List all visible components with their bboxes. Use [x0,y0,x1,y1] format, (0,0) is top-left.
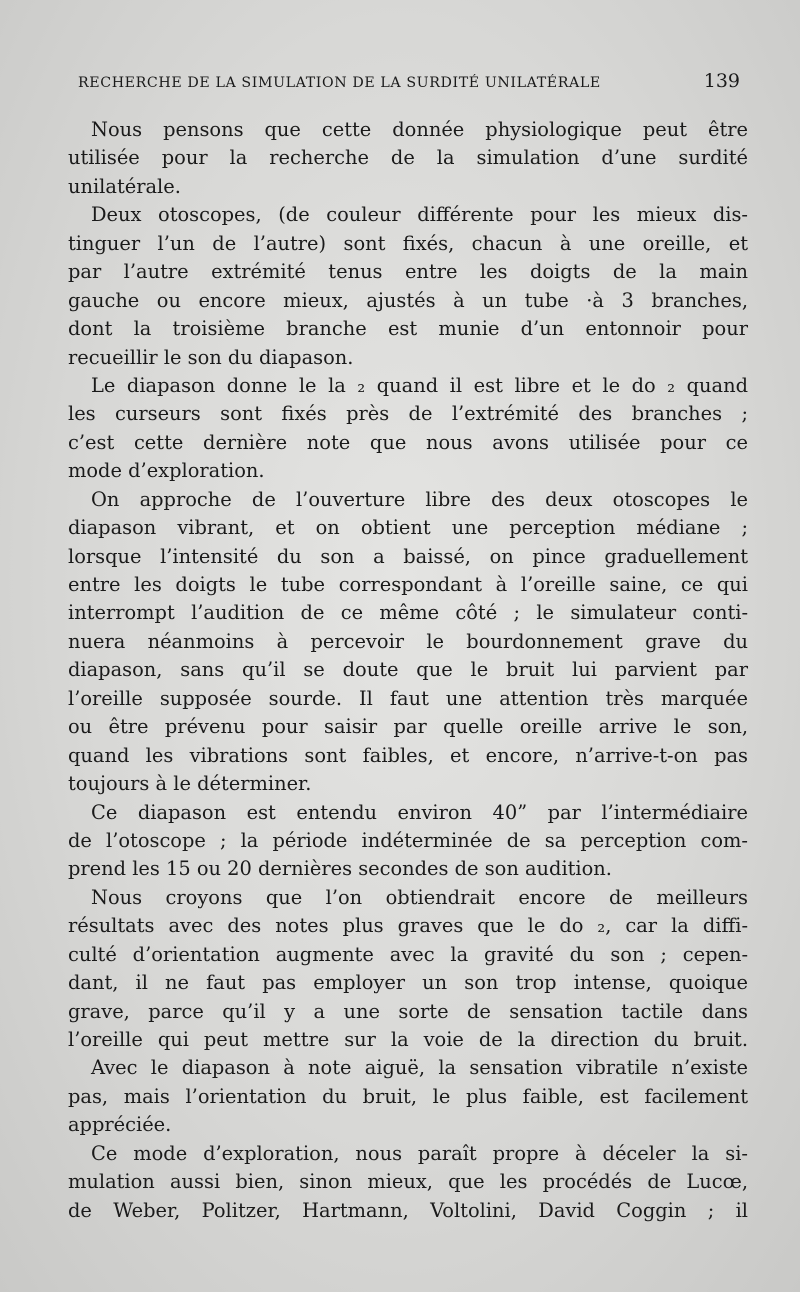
text-line: l’oreille qui peut mettre sur la voie de la direction du bruit. [68,1028,748,1051]
text-line: Nous croyons que l’on obtiendrait encore de meilleurs [91,885,748,909]
text-line: gauche ou encore mieux, ajustés à un tube ·à 3 branches, [68,288,748,312]
text-line: quand les vibrations sont faibles, et encore, n’arrive-t-on pas [68,743,748,767]
text-line: Nous pensons que cette donnée physiologique peut être [91,118,748,141]
text-line: toujours à le déterminer. [68,772,312,796]
text-line: Le diapason donne le la ₂ quand il est libre et le do ₂ quand [91,373,748,397]
text-line: unilatérale. [68,174,181,198]
text-line: utilisée pour la recherche de la simulation d’une surdité [68,146,748,170]
text-line: tinguer l’un de l’autre) sont fixés, chacun à une oreille, et [68,231,748,255]
text-line: les curseurs sont fixés près de l’extrémité des branches ; [68,402,748,426]
text-line: lorsque l’intensité du son a baissé, on pince graduellement [68,544,748,568]
text-line: interrompt l’audition de ce même côté ; le simulateur conti- [68,601,748,625]
text-line: Ce mode d’exploration, nous paraît propre à déceler la si- [91,1141,748,1165]
text-line: diapason vibrant, et on obtient une perception médiane ; [68,516,748,540]
text-line: grave, parce qu’il y a une sorte de sensation tactile dans [68,999,748,1023]
text-line: de Weber, Politzer, Hartmann, Voltolini, David Coggin ; il [68,1198,748,1222]
text-line: résultats avec des notes plus graves que le do ₂, car la diffi- [68,914,748,938]
text-line: nuera néanmoins à percevoir le bourdonnement grave du [68,629,748,653]
text-line: mode d’exploration. [68,459,265,483]
text-line: Ce diapason est entendu environ 40” par l’intermédiaire [91,800,748,824]
text-line: ou être prévenu pour saisir par quelle oreille arrive le son, [68,715,748,739]
text-line: dant, il ne faut pas employer un son trop intense, quoique [68,971,748,995]
text-line: prend les 15 ou 20 dernières secondes de son audition. [68,857,612,881]
text-line: de l’otoscope ; la période indéterminée de sa perception com- [68,828,748,852]
text-line: recueillir le son du diapason. [68,345,354,369]
text-line: entre les doigts le tube correspondant à l’oreille saine, ce qui [68,573,748,596]
text-line: On approche de l’ouverture libre des deux otoscopes le [91,487,748,511]
running-title: RECHERCHE DE LA SIMULATION DE LA SURDITÉ UNILATÉRALE [78,75,601,91]
text-line: par l’autre extrémité tenus entre les doigts de la main [68,260,748,284]
text-line: l’oreille supposée sourde. Il faut une attention très marquée [68,686,748,710]
text-line: appréciée. [68,1113,172,1137]
text-line: c’est cette dernière note que nous avons utilisée pour ce [68,430,748,454]
text-line: diapason, sans qu’il se doute que le bruit lui parvient par [68,658,748,682]
text-line: culté d’orientation augmente avec la gravité du son ; cepen- [68,942,748,966]
text-line: dont la troisième branche est munie d’un entonnoir pour [68,317,748,341]
body-text [68,116,748,1225]
text-line: pas, mais l’orientation du bruit, le plus faible, est facilement [68,1084,748,1108]
text-line: Deux otoscopes, (de couleur différente pour les mieux dis- [91,203,748,227]
text-line: Avec le diapason à note aiguë, la sensation vibratile n’existe [91,1056,748,1080]
text-line: mulation aussi bien, sinon mieux, que les procédés de Lucœ, [68,1170,748,1194]
page-number: 139 [703,70,740,92]
page-header [78,70,740,100]
